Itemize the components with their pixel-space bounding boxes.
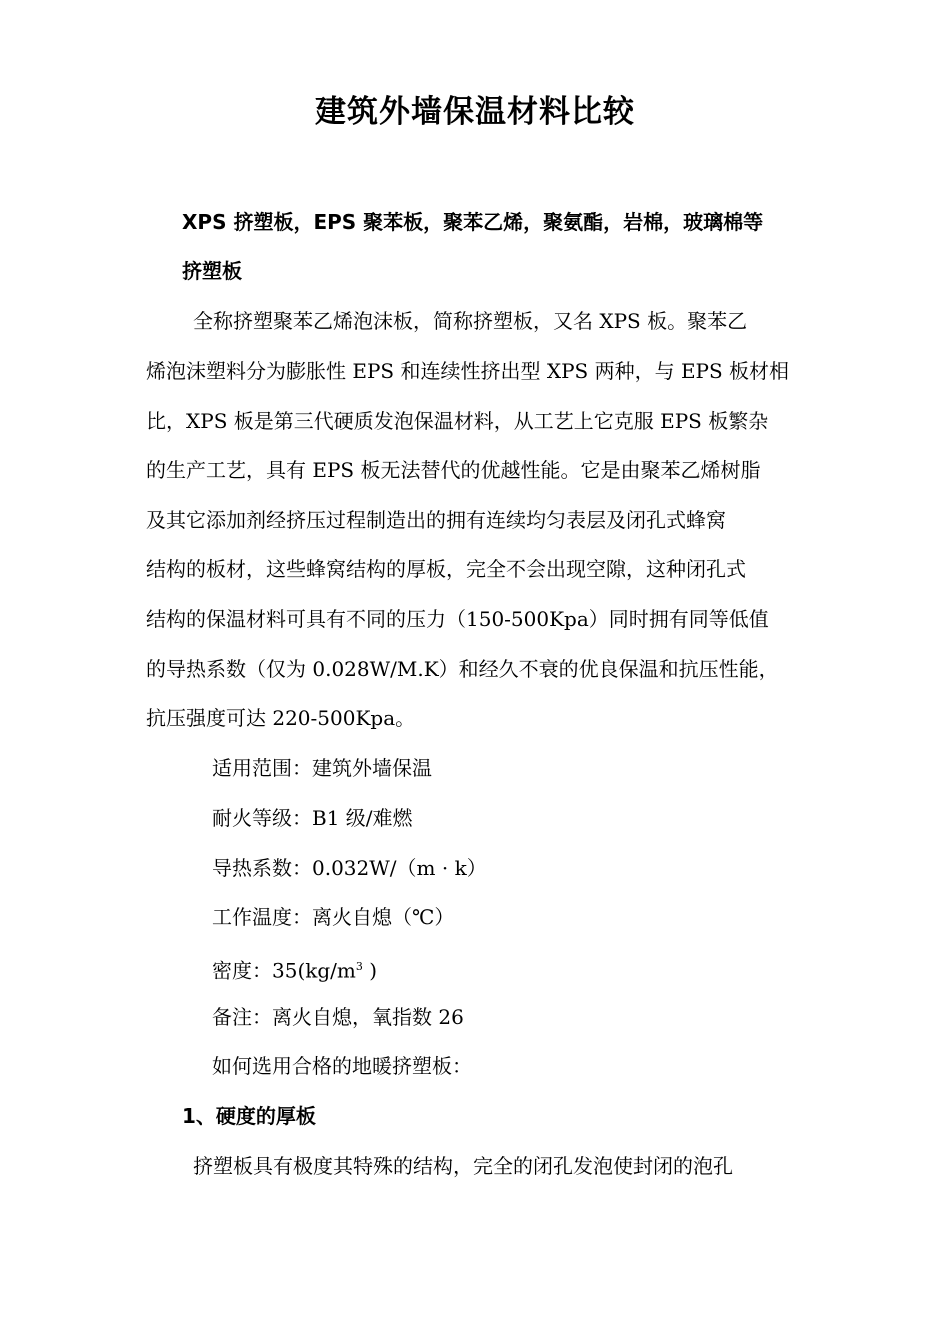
intro-line-4: 的生产工艺，具有 EPS 板无法替代的优越性能。它是由聚苯乙烯树脂 [146, 458, 761, 482]
intro-line-2: 烯泡沫塑料分为膨胀性 EPS 和连续性挤出型 XPS 两种，与 EPS 板材相 [146, 359, 790, 383]
spec-density-suffix: ) [362, 958, 378, 983]
spec-density [212, 954, 377, 984]
spec-temperature: 工作温度：离火自熄（℃） [212, 905, 455, 929]
subtitle-line-2: 挤塑板 [182, 259, 242, 283]
spec-note: 备注：离火自熄，氧指数 26 [212, 1005, 464, 1029]
section1-line-1: 挤塑板具有极度其特殊的结构，完全的闭孔发泡使封闭的泡孔 [193, 1154, 733, 1178]
spec-density-sup: 3 [355, 960, 363, 973]
intro-line-3: 比，XPS 板是第三代硬质发泡保温材料，从工艺上它克服 EPS 板繁杂 [146, 409, 769, 433]
intro-line-7: 结构的保温材料可具有不同的压力（150-500Kpa）同时拥有同等低值 [146, 607, 769, 631]
intro-line-6: 结构的板材，这些蜂窝结构的厚板，完全不会出现空隙，这种闭孔式 [146, 557, 746, 581]
spec-density-prefix: 密度：35(kg/m [212, 958, 356, 983]
intro-line-8: 的导热系数（仅为 0.028W/M.K）和经久不衰的优良保温和抗压性能， [146, 657, 779, 681]
section1-heading: 1、硬度的厚板 [182, 1104, 316, 1128]
document-title: 建筑外墙保温材料比较 [315, 94, 635, 130]
subtitle-line-1: XPS 挤塑板，EPS 聚苯板，聚苯乙烯，聚氨酯，岩棉，玻璃棉等 [182, 210, 764, 234]
spec-fire-rating: 耐火等级：B1 级/难燃 [212, 806, 413, 830]
spec-conductivity: 导热系数：0.032W/（m · k） [212, 856, 487, 880]
spec-scope: 适用范围：建筑外墙保温 [212, 756, 432, 780]
spec-selection: 如何选用合格的地暖挤塑板： [212, 1054, 472, 1078]
intro-line-1: 全称挤塑聚苯乙烯泡沫板，简称挤塑板，又名 XPS 板。聚苯乙 [193, 309, 748, 333]
intro-line-9: 抗压强度可达 220-500Kpa。 [146, 706, 416, 730]
intro-line-5: 及其它添加剂经挤压过程制造出的拥有连续均匀表层及闭孔式蜂窝 [146, 508, 726, 532]
